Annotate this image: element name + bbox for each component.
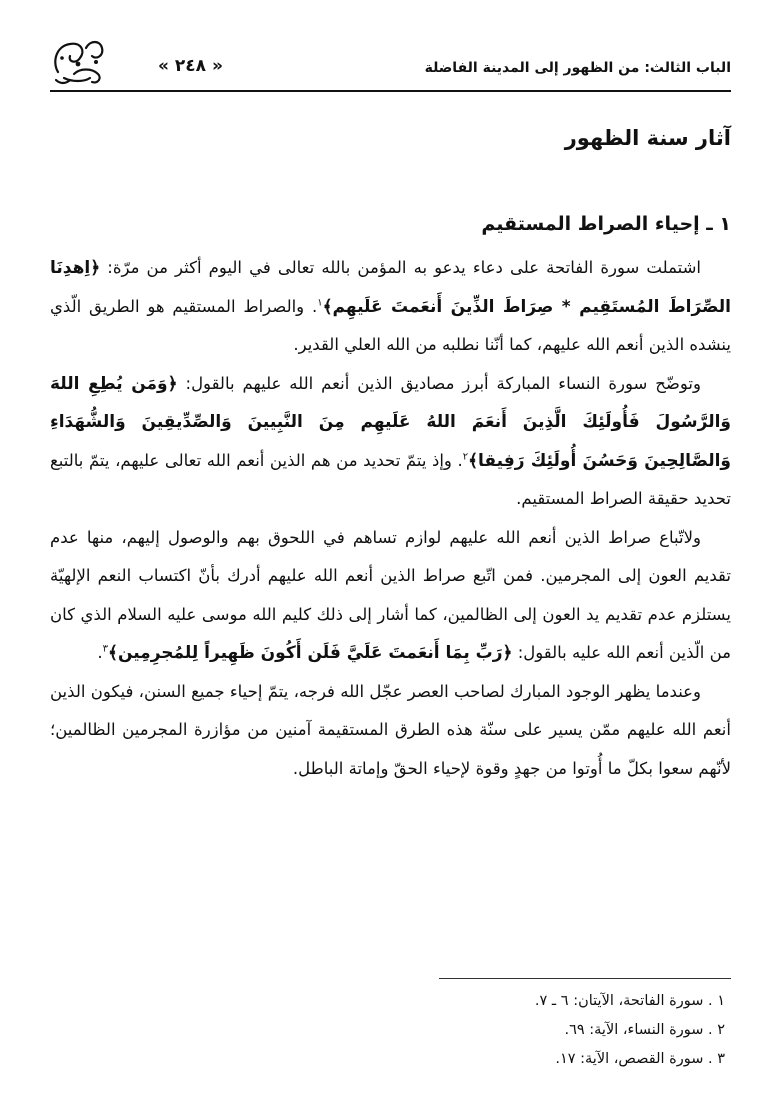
- page-body: [50, 108, 731, 788]
- paragraph-text: وعندما يظهر الوجود المبارك لصاحب العصر عجّل الله فرجه، يتمّ إحياء جميع السنن، فيكون الذين أنعم الله عليهم ممّن يسير على سنّة هذه الطرق المستقيمة آمنين من مؤازرة المجرمين الظالمين؛ لأنّهم سعوا بكلّ ما أُوتوا من جهدٍ وقوة لإحياء الحقّ وإماتة الباطل.: [50, 681, 731, 778]
- paragraph: [50, 673, 731, 789]
- footnote: ٣ . سورة القصص، الآية: ١٧.: [555, 1051, 725, 1067]
- page-number: « ٢٤٨ »: [158, 56, 223, 76]
- paragraph-text: . وإذ يتمّ تحديد من هم الذين أنعم الله تعالى عليهم، يتمّ بالتبع تحديد حقيقة الصراط المستقيم.: [50, 450, 731, 508]
- paragraph: [50, 365, 731, 519]
- paragraph-text: اشتملت سورة الفاتحة على دعاء يدعو به المؤمن بالله تعالى في اليوم أكثر من مرّة:: [100, 258, 701, 277]
- subsection-title: ١ ـ إحياء الصراط المستقيم: [481, 213, 731, 235]
- chapter-title: الباب الثالث: من الظهور إلى المدينة الفاضلة: [424, 60, 731, 76]
- footnote-ref: ٢: [462, 451, 469, 462]
- footnotes: [439, 978, 731, 1074]
- paragraph-text: . والصراط المستقيم هو الطريق الّذي ينشده الذين أنعم الله عليهم، كما أنّنا نطلبه من الله العلي القدير.: [50, 296, 731, 354]
- paragraph-text: وتوضّح سورة النساء المباركة أبرز مصاديق الذين أنعم الله عليهم بالقول:: [177, 373, 701, 393]
- paragraph-text: .: [97, 643, 103, 662]
- footnote: ٢ . سورة النساء، الآية: ٦٩.: [564, 1022, 725, 1038]
- paragraph: [50, 519, 731, 673]
- paragraph: [50, 249, 731, 365]
- footnote-ref: ٣: [102, 643, 108, 655]
- quran-verse: ﴿وَمَن يُطِعِ اللهَ وَالرَّسُولَ فَأُولَئِكَ الَّذِينَ أَنعَمَ اللهُ عَلَيهِم مِنَ النَّبِيينَ وَالصِّدِّيقِينَ وَالشُّهَدَاءِ وَالصَّالِحِينَ وَحَسُنَ أُولَئِكَ رَفِيقا﴾: [50, 373, 731, 471]
- footnote-ref: ١: [317, 297, 323, 308]
- section-title: آثار سنة الظهور: [564, 126, 731, 150]
- calligraphy-ornament-icon: [50, 34, 106, 86]
- quran-verse: ﴿اِهدِنَا الصِّرَاطَ المُستَقِيم * صِرَاطَ الذِّينَ أَنعَمتَ عَلَيهِم﴾: [50, 258, 731, 317]
- footnote: ١ . سورة الفاتحة، الآيتان: ٦ ـ ٧.: [534, 993, 725, 1009]
- quran-verse: ﴿رَبِّ بِمَا أَنعَمتَ عَلَيَّ فَلَن أَكُونَ ظَهِيراً لِلمُجرِمِين﴾: [107, 643, 513, 663]
- paragraph-text: ولاتّباع صراط الذين أنعم الله عليهم لوازم تساهم في اللحوق بهم والوصول إليهم، منها عدم تقديم العون إلى المجرمين. فمن اتّبع صراط الذين أنعم الله عليهم أدرك بأنّ اكتساب النعم الإلهيّة يستلزم عدم تقديم يد العون إلى الظالمين، كما أشار إلى ذلك كليم الله موسى عليه السلام الذي كان من الّذين أنعم الله عليه بالقول:: [50, 527, 731, 662]
- page-header: [50, 30, 731, 92]
- body-text: [50, 249, 731, 788]
